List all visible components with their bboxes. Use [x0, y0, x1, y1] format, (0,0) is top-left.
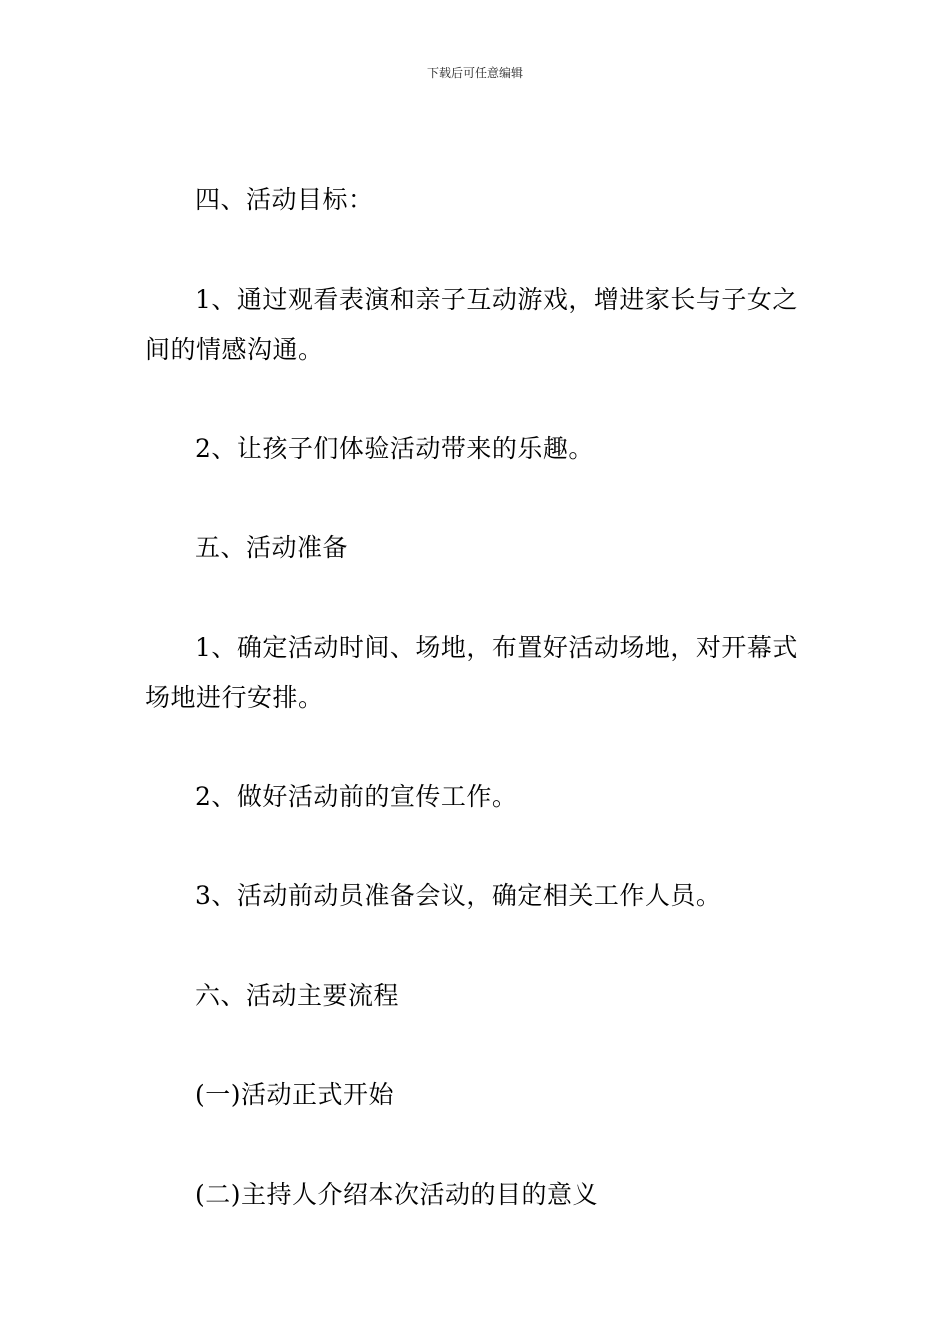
- preparation-item-2: 2、做好活动前的宣传工作。: [195, 782, 518, 811]
- process-item-2: (二)主持人介绍本次活动的目的意义: [195, 1180, 599, 1209]
- header-note: 下载后可任意编辑: [426, 66, 523, 80]
- process-item-1: (一)活动正式开始: [195, 1080, 395, 1109]
- preparation-item-1: 1、确定活动时间、场地，布置好活动场地，对开幕式场地进行安排。: [145, 633, 798, 712]
- preparation-item-3: 3、活动前动员准备会议，确定相关工作人员。: [195, 881, 722, 910]
- section-heading-goals: 四、活动目标：: [195, 185, 374, 214]
- section-heading-preparation: 五、活动准备: [195, 533, 349, 562]
- goal-item-2: 2、让孩子们体验活动带来的乐趣。: [195, 434, 594, 463]
- section-heading-process: 六、活动主要流程: [195, 981, 400, 1010]
- goal-item-1: 1、通过观看表演和亲子互动游戏，增进家长与子女之间的情感沟通。: [145, 285, 798, 364]
